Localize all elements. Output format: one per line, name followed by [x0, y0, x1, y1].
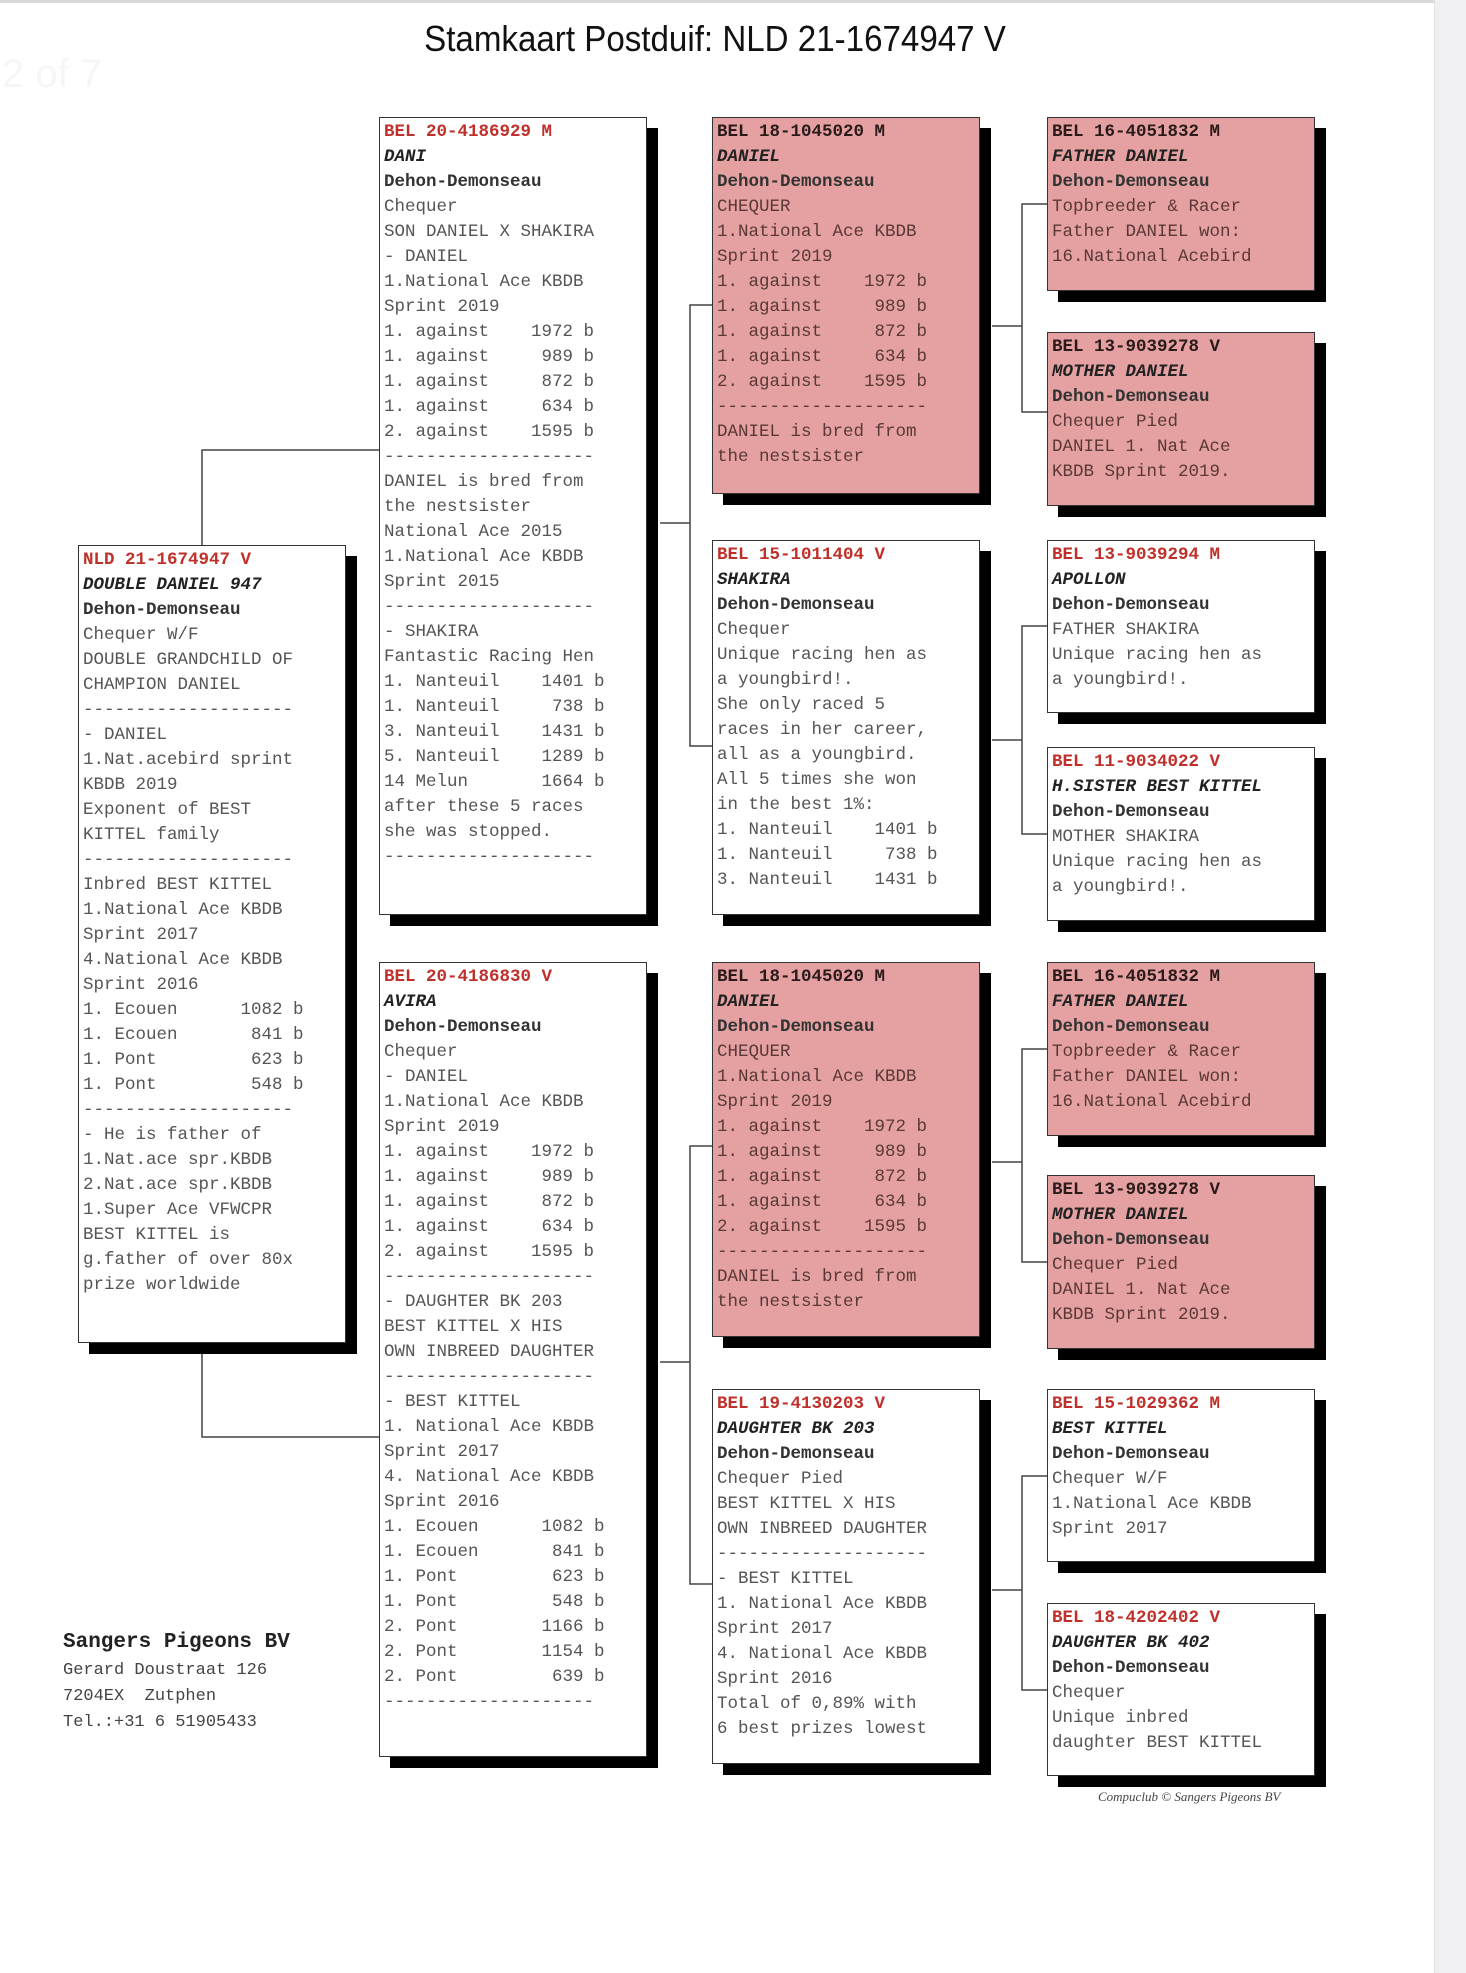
- card-line: a youngbird!.: [1052, 877, 1189, 897]
- card-line: 1. Pont 548 b: [83, 1075, 304, 1095]
- pigeon-card-sire-dam: [712, 540, 980, 915]
- card-line: Topbreeder & Racer: [1052, 1042, 1242, 1062]
- card-line: FATHER SHAKIRA: [1052, 620, 1200, 640]
- card-line: 1. against 1972 b: [384, 322, 595, 342]
- card-line: Total of 0,89% with: [717, 1694, 917, 1714]
- card-line: BEST KITTEL is: [83, 1225, 231, 1245]
- card-line: 1.Super Ace VFWCPR: [83, 1200, 273, 1220]
- company-name: Sangers Pigeons BV: [63, 1631, 290, 1654]
- card-line: 1. against 1972 b: [717, 1117, 928, 1137]
- card-line: All 5 times she won: [717, 770, 917, 790]
- strain: Dehon-Demonseau: [1052, 1658, 1210, 1678]
- card-line: 5. Nanteuil 1289 b: [384, 747, 605, 767]
- card-line: 2. Pont 639 b: [384, 1667, 605, 1687]
- card-line: 1.National Ace KBDB: [1052, 1494, 1252, 1514]
- card-line: 1. against 1972 b: [717, 272, 928, 292]
- connector-subject-dam: [202, 1354, 379, 1437]
- card-line: Chequer Pied: [1052, 412, 1179, 432]
- card-line: - DANIEL: [384, 247, 469, 267]
- pigeon-name: FATHER DANIEL: [1052, 147, 1189, 167]
- ring-number: BEL 13-9039278 V: [1052, 1180, 1221, 1200]
- pigeon-card-dam-sire: [712, 962, 980, 1337]
- ring-number: BEL 16-4051832 M: [1052, 967, 1221, 987]
- card-line: 1. against 1972 b: [384, 1142, 595, 1162]
- strain: Dehon-Demonseau: [1052, 595, 1210, 615]
- card-line: Sprint 2016: [83, 975, 199, 995]
- card-line: CHAMPION DANIEL: [83, 675, 241, 695]
- card-line: Sprint 2016: [717, 1669, 833, 1689]
- card-line: Sprint 2017: [384, 1442, 500, 1462]
- pigeon-name: DANI: [384, 147, 427, 167]
- card-line: KBDB Sprint 2019.: [1052, 1305, 1231, 1325]
- card-line: --------------------: [83, 1100, 294, 1120]
- card-line: DANIEL is bred from: [717, 422, 917, 442]
- card-line: 2. against 1595 b: [384, 422, 595, 442]
- ring-number: NLD 21-1674947 V: [83, 550, 252, 570]
- card-line: BEST KITTEL X HIS: [717, 1494, 896, 1514]
- card-line: Exponent of BEST: [83, 800, 252, 820]
- card-line: the nestsister: [384, 497, 532, 517]
- card-line: --------------------: [384, 597, 595, 617]
- company-address: Gerard Doustraat 126: [63, 1661, 268, 1680]
- card-line: 1. National Ace KBDB: [717, 1594, 928, 1614]
- ring-number: BEL 13-9039294 M: [1052, 545, 1221, 565]
- card-line: --------------------: [83, 700, 294, 720]
- card-line: Father DANIEL won:: [1052, 1067, 1242, 1087]
- card-line: Chequer: [1052, 1683, 1126, 1703]
- card-line: OWN INBREED DAUGHTER: [384, 1342, 595, 1362]
- card-line: races in her career,: [717, 720, 928, 740]
- card-line: --------------------: [717, 1544, 928, 1564]
- card-line: Sprint 2015: [384, 572, 500, 592]
- card-line: 1. Ecouen 841 b: [83, 1025, 304, 1045]
- strain: Dehon-Demonseau: [717, 595, 875, 615]
- connector-sd-parents: [992, 626, 1047, 834]
- connector-ds-parents: [992, 1049, 1047, 1262]
- card-line: Sprint 2019: [384, 297, 500, 317]
- card-line: daughter BEST KITTEL: [1052, 1733, 1263, 1753]
- card-line: KITTEL family: [83, 825, 220, 845]
- card-line: 2. against 1595 b: [717, 372, 928, 392]
- card-line: Sprint 2016: [384, 1492, 500, 1512]
- card-line: KBDB Sprint 2019.: [1052, 462, 1231, 482]
- card-line: 16.National Acebird: [1052, 247, 1252, 267]
- pigeon-card-sss: [1047, 117, 1315, 291]
- card-line: DANIEL is bred from: [717, 1267, 917, 1287]
- pigeon-name: APOLLON: [1052, 570, 1126, 590]
- card-line: 1. against 872 b: [384, 1192, 595, 1212]
- card-line: DANIEL 1. Nat Ace: [1052, 1280, 1231, 1300]
- card-line: 1. against 872 b: [717, 322, 928, 342]
- card-line: 1. Pont 623 b: [83, 1050, 304, 1070]
- card-line: Sprint 2019: [717, 1092, 833, 1112]
- pigeon-name: H.SISTER BEST KITTEL: [1052, 777, 1263, 797]
- strain: Dehon-Demonseau: [1052, 1017, 1210, 1037]
- strain: Dehon-Demonseau: [1052, 1444, 1210, 1464]
- card-line: 1. Nanteuil 1401 b: [384, 672, 605, 692]
- card-line: 1. Pont 623 b: [384, 1567, 605, 1587]
- pigeon-card-subject: [78, 545, 346, 1343]
- card-line: 1. against 989 b: [384, 1167, 595, 1187]
- card-line: Chequer Pied: [1052, 1255, 1179, 1275]
- card-line: - BEST KITTEL: [384, 1392, 521, 1412]
- card-line: a youngbird!.: [1052, 670, 1189, 690]
- card-line: - He is father of: [83, 1125, 262, 1145]
- card-line: --------------------: [384, 847, 595, 867]
- connector-dam-parents: [660, 1146, 712, 1584]
- company-block: [63, 1628, 290, 1736]
- card-line: 1. Nanteuil 1401 b: [717, 820, 938, 840]
- card-line: 2. against 1595 b: [717, 1217, 928, 1237]
- pigeon-card-dam: [379, 962, 647, 1757]
- pigeon-card-sds: [1047, 540, 1315, 713]
- ring-number: BEL 16-4051832 M: [1052, 122, 1221, 142]
- ring-number: BEL 20-4186830 V: [384, 967, 553, 987]
- card-line: 1. against 872 b: [384, 372, 595, 392]
- card-line: --------------------: [384, 1267, 595, 1287]
- pigeon-card-dss: [1047, 962, 1315, 1136]
- card-line: --------------------: [384, 447, 595, 467]
- card-line: all as a youngbird.: [717, 745, 917, 765]
- card-line: 3. Nanteuil 1431 b: [717, 870, 938, 890]
- pigeon-name: MOTHER DANIEL: [1052, 362, 1189, 382]
- strain: Dehon-Demonseau: [1052, 1230, 1210, 1250]
- card-line: Sprint 2019: [717, 247, 833, 267]
- card-line: --------------------: [384, 1692, 595, 1712]
- card-line: 1. Pont 548 b: [384, 1592, 605, 1612]
- card-line: g.father of over 80x: [83, 1250, 294, 1270]
- card-line: 1. National Ace KBDB: [384, 1417, 595, 1437]
- pigeon-card-dds: [1047, 1389, 1315, 1562]
- page-watermark: 2 of 7: [2, 52, 103, 96]
- card-line: a youngbird!.: [717, 670, 854, 690]
- card-line: 1. Ecouen 1082 b: [83, 1000, 304, 1020]
- card-line: Unique racing hen as: [717, 645, 928, 665]
- pigeon-card-dsd: [1047, 1175, 1315, 1349]
- strain: Dehon-Demonseau: [83, 600, 241, 620]
- card-line: 1.National Ace KBDB: [717, 1067, 917, 1087]
- card-line: KBDB 2019: [83, 775, 178, 795]
- ring-number: BEL 15-1011404 V: [717, 545, 886, 565]
- card-line: Chequer W/F: [1052, 1469, 1168, 1489]
- card-line: 1. against 872 b: [717, 1167, 928, 1187]
- pigeon-name: DOUBLE DANIEL 947: [83, 575, 262, 595]
- card-line: Sprint 2017: [83, 925, 199, 945]
- card-line: DANIEL 1. Nat Ace: [1052, 437, 1231, 457]
- card-line: 1.National Ace KBDB: [717, 222, 917, 242]
- ring-number: BEL 11-9034022 V: [1052, 752, 1221, 772]
- card-line: Sprint 2017: [717, 1619, 833, 1639]
- pigeon-card-ddd: [1047, 1603, 1315, 1776]
- card-line: 1.Nat.ace spr.KBDB: [83, 1150, 273, 1170]
- ring-number: BEL 18-4202402 V: [1052, 1608, 1221, 1628]
- card-line: OWN INBREED DAUGHTER: [717, 1519, 928, 1539]
- connector-subject-sire: [202, 450, 379, 545]
- ring-number: BEL 18-1045020 M: [717, 967, 886, 987]
- card-line: MOTHER SHAKIRA: [1052, 827, 1200, 847]
- credit-line: Compuclub © Sangers Pigeons BV: [1098, 1789, 1281, 1804]
- card-line: 1. against 634 b: [717, 347, 928, 367]
- card-line: prize worldwide: [83, 1275, 241, 1295]
- card-line: 3. Nanteuil 1431 b: [384, 722, 605, 742]
- card-line: 1. Ecouen 1082 b: [384, 1517, 605, 1537]
- card-line: National Ace 2015: [384, 522, 563, 542]
- card-line: Chequer W/F: [83, 625, 199, 645]
- ring-number: BEL 13-9039278 V: [1052, 337, 1221, 357]
- card-line: --------------------: [717, 1242, 928, 1262]
- strain: Dehon-Demonseau: [1052, 387, 1210, 407]
- card-line: Inbred BEST KITTEL: [83, 875, 273, 895]
- strain: Dehon-Demonseau: [384, 172, 542, 192]
- card-line: Fantastic Racing Hen: [384, 647, 595, 667]
- pigeon-card-sire: [379, 117, 647, 915]
- ring-number: BEL 20-4186929 M: [384, 122, 553, 142]
- card-line: 1. Nanteuil 738 b: [384, 697, 605, 717]
- card-line: 1. Nanteuil 738 b: [717, 845, 938, 865]
- company-city: 7204EX Zutphen: [63, 1687, 217, 1706]
- pigeon-name: DANIEL: [717, 147, 781, 167]
- card-line: Chequer: [384, 1042, 458, 1062]
- card-line: 2. Pont 1166 b: [384, 1617, 605, 1637]
- connector-sire-parents: [660, 305, 712, 746]
- card-line: 4. National Ace KBDB: [717, 1644, 928, 1664]
- card-line: 1. against 989 b: [717, 297, 928, 317]
- card-line: 1. against 634 b: [384, 1217, 595, 1237]
- card-line: Chequer Pied: [717, 1469, 844, 1489]
- ring-number: BEL 19-4130203 V: [717, 1394, 886, 1414]
- card-line: - DANIEL: [384, 1067, 469, 1087]
- connector-dd-parents: [992, 1476, 1047, 1690]
- card-line: 1. Ecouen 841 b: [384, 1542, 605, 1562]
- pigeon-name: DAUGHTER BK 402: [1052, 1633, 1210, 1653]
- card-line: 2.Nat.ace spr.KBDB: [83, 1175, 273, 1195]
- card-line: Chequer: [717, 620, 791, 640]
- ring-number: BEL 15-1029362 M: [1052, 1394, 1221, 1414]
- card-line: 16.National Acebird: [1052, 1092, 1252, 1112]
- pigeon-name: DANIEL: [717, 992, 781, 1012]
- card-line: 6 best prizes lowest: [717, 1719, 928, 1739]
- card-line: Unique racing hen as: [1052, 852, 1263, 872]
- card-line: Father DANIEL won:: [1052, 222, 1242, 242]
- card-line: She only raced 5: [717, 695, 886, 715]
- card-line: BEST KITTEL X HIS: [384, 1317, 563, 1337]
- card-line: Unique racing hen as: [1052, 645, 1263, 665]
- strain: Dehon-Demonseau: [1052, 172, 1210, 192]
- card-line: - BEST KITTEL: [717, 1569, 854, 1589]
- strain: Dehon-Demonseau: [384, 1017, 542, 1037]
- card-line: 1.National Ace KBDB: [83, 900, 283, 920]
- card-line: --------------------: [83, 850, 294, 870]
- strain: Dehon-Demonseau: [717, 1017, 875, 1037]
- card-line: she was stopped.: [384, 822, 553, 842]
- card-line: Unique inbred: [1052, 1708, 1189, 1728]
- card-line: 1.National Ace KBDB: [384, 1092, 584, 1112]
- card-line: 2. Pont 1154 b: [384, 1642, 605, 1662]
- card-line: - DAUGHTER BK 203: [384, 1292, 563, 1312]
- strain: Dehon-Demonseau: [717, 172, 875, 192]
- card-line: the nestsister: [717, 1292, 865, 1312]
- card-line: 1. against 989 b: [717, 1142, 928, 1162]
- pigeon-card-dam-dam: [712, 1389, 980, 1764]
- card-line: SON DANIEL X SHAKIRA: [384, 222, 595, 242]
- pigeon-name: AVIRA: [384, 992, 437, 1012]
- card-line: Topbreeder & Racer: [1052, 197, 1242, 217]
- strain: Dehon-Demonseau: [717, 1444, 875, 1464]
- card-line: 14 Melun 1664 b: [384, 772, 605, 792]
- strain: Dehon-Demonseau: [1052, 802, 1210, 822]
- pigeon-name: DAUGHTER BK 203: [717, 1419, 875, 1439]
- pigeon-name: FATHER DANIEL: [1052, 992, 1189, 1012]
- card-line: - DANIEL: [83, 725, 168, 745]
- pigeon-name: SHAKIRA: [717, 570, 791, 590]
- card-line: --------------------: [384, 1367, 595, 1387]
- pigeon-card-ssd: [1047, 332, 1315, 506]
- card-line: 1.National Ace KBDB: [384, 272, 584, 292]
- card-line: Chequer: [384, 197, 458, 217]
- card-line: 1.Nat.acebird sprint: [83, 750, 294, 770]
- card-line: Sprint 2017: [1052, 1519, 1168, 1539]
- card-line: after these 5 races: [384, 797, 584, 817]
- page-title: Stamkaart Postduif: NLD 21-1674947 V: [424, 18, 1006, 59]
- card-line: 2. against 1595 b: [384, 1242, 595, 1262]
- pigeon-name: MOTHER DANIEL: [1052, 1205, 1189, 1225]
- card-line: 1. against 989 b: [384, 347, 595, 367]
- card-line: in the best 1%:: [717, 795, 875, 815]
- card-line: - SHAKIRA: [384, 622, 479, 642]
- card-line: the nestsister: [717, 447, 865, 467]
- card-line: 4.National Ace KBDB: [83, 950, 283, 970]
- card-line: DOUBLE GRANDCHILD OF: [83, 650, 294, 670]
- card-line: Sprint 2019: [384, 1117, 500, 1137]
- card-line: 1.National Ace KBDB: [384, 547, 584, 567]
- pigeon-card-sdd: [1047, 747, 1315, 921]
- card-line: DANIEL is bred from: [384, 472, 584, 492]
- card-line: 1. against 634 b: [384, 397, 595, 417]
- pigeon-card-sire-sire: [712, 117, 980, 494]
- card-line: CHEQUER: [717, 197, 791, 217]
- company-phone: Tel.:+31 6 51905433: [63, 1713, 257, 1732]
- ring-number: BEL 18-1045020 M: [717, 122, 886, 142]
- card-line: 4. National Ace KBDB: [384, 1467, 595, 1487]
- pigeon-name: BEST KITTEL: [1052, 1419, 1168, 1439]
- card-line: CHEQUER: [717, 1042, 791, 1062]
- card-line: 1. against 634 b: [717, 1192, 928, 1212]
- connector-ss-parents: [992, 204, 1047, 412]
- card-line: --------------------: [717, 397, 928, 417]
